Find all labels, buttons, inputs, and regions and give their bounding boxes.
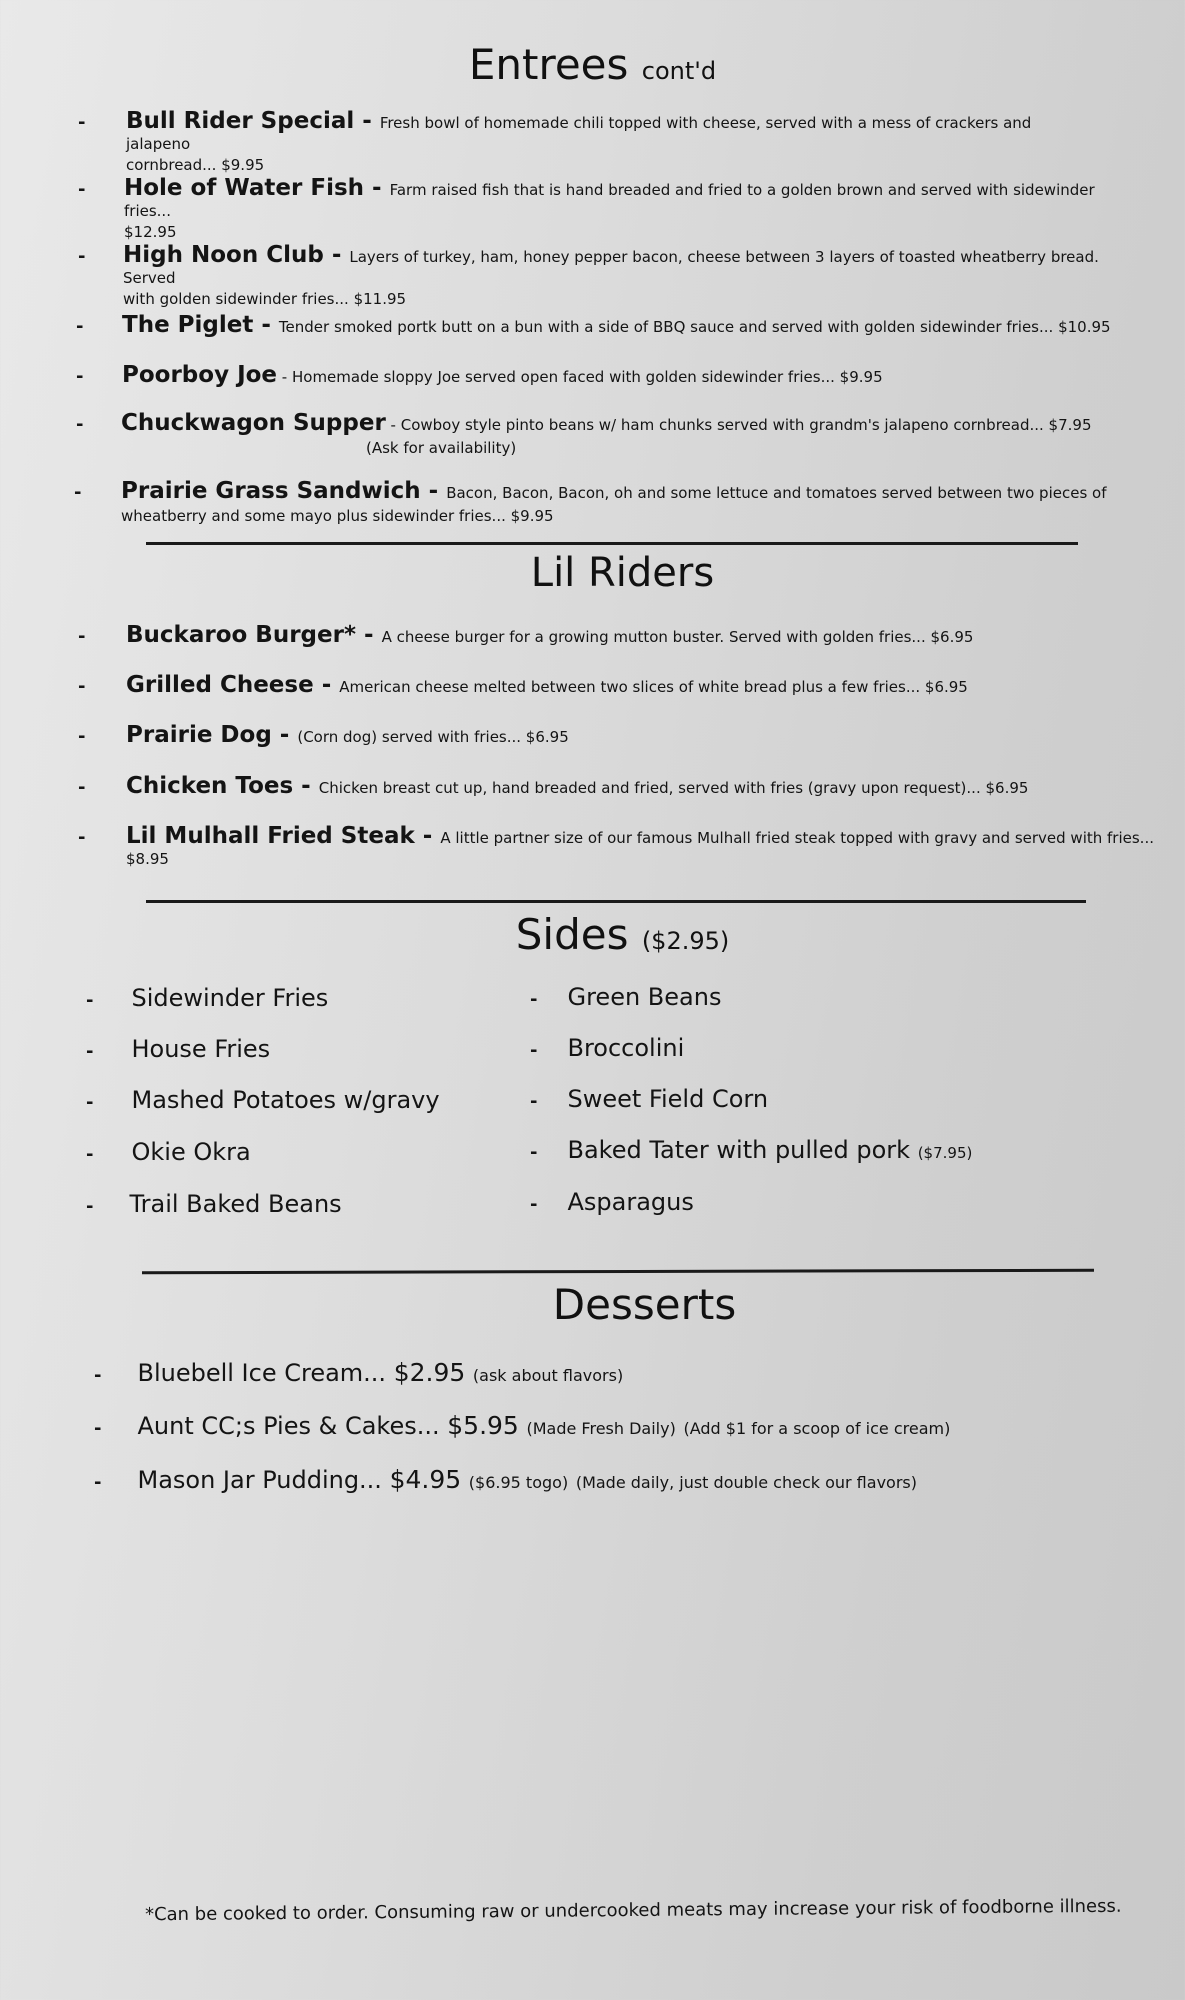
side-item — [86, 1138, 251, 1166]
side-item — [530, 1034, 684, 1062]
lil-riders-item — [78, 823, 1178, 868]
sides-title: Sides — [515, 910, 629, 959]
lil-riders-description: A little partner size of our famous Mulhall fried steak topped with gravy and served with fries... $8.95 — [126, 829, 1154, 868]
dessert-price: $5.95 — [447, 1411, 519, 1440]
list-dash: - — [78, 676, 86, 697]
list-dash: - — [78, 112, 86, 133]
side-name: Sweet Field Corn — [567, 1085, 769, 1113]
lil-riders-name: Lil Mulhall Fried Steak — [126, 823, 415, 849]
dessert-name: Aunt CC;s Pies & Cakes... — [137, 1412, 440, 1440]
lil-riders-name: Grilled Cheese — [126, 672, 314, 698]
lil-riders-item — [78, 672, 1168, 698]
lil-riders-separator: - — [414, 823, 441, 849]
entree-description: Cowboy style pinto beans w/ ham chunks served with grandm's jalapeno cornbread... $7.95 — [400, 416, 1092, 434]
lil-riders-name: Prairie Dog — [126, 722, 272, 748]
side-price-note: ($7.95) — [917, 1144, 973, 1162]
entree-description: Bacon, Bacon, Bacon, oh and some lettuce and tomatoes served between two pieces of — [446, 484, 1107, 502]
desserts-title: Desserts — [552, 1280, 737, 1329]
lil-riders-name: Chicken Toes — [126, 773, 294, 799]
entree-separator: - — [277, 368, 292, 386]
side-item — [86, 1190, 342, 1218]
list-dash: - — [530, 989, 538, 1010]
dessert-note: ($6.95 togo) — [468, 1473, 569, 1492]
side-item — [530, 1136, 972, 1164]
entree-item — [78, 242, 1108, 308]
list-dash: - — [530, 1194, 538, 1215]
allergy-footnote: *Can be cooked to order. Consuming raw or undercooked meats may increase your risk of foodborne illness. — [144, 1895, 1122, 1926]
list-dash: - — [78, 179, 86, 200]
side-name: Green Beans — [567, 983, 722, 1011]
list-dash: - — [94, 1418, 102, 1439]
entrees-heading — [0, 40, 1185, 89]
side-name: Mashed Potatoes w/gravy — [131, 1086, 440, 1114]
section-divider — [146, 900, 1086, 903]
list-dash: - — [76, 414, 84, 435]
list-dash: - — [78, 246, 86, 267]
lil-riders-description: A cheese burger for a growing mutton buster. Served with golden fries... $6.95 — [381, 628, 974, 646]
entree-description: Fresh bowl of homemade chili topped with cheese, served with a mess of crackers and jalapeno — [126, 114, 1032, 153]
list-dash: - — [86, 1041, 94, 1062]
list-dash: - — [76, 366, 84, 387]
entree-description-cont: cornbread... $9.95 — [126, 156, 265, 174]
entree-item — [78, 108, 1098, 174]
dessert-item — [94, 1411, 950, 1440]
side-name: Baked Tater with pulled pork — [567, 1136, 911, 1164]
lil-riders-description: American cheese melted between two slices of white bread plus a few fries... $6.95 — [339, 678, 968, 696]
dessert-price: $2.95 — [393, 1358, 466, 1387]
entree-separator: - — [323, 242, 350, 268]
lil-riders-title: Lil Riders — [530, 550, 715, 596]
entree-description-cont: $12.95 — [124, 223, 177, 241]
list-dash: - — [530, 1091, 538, 1112]
entree-availability-note: (Ask for availability) — [366, 439, 517, 457]
entree-item — [76, 312, 1116, 338]
section-divider — [146, 542, 1078, 545]
entree-separator: - — [364, 175, 390, 201]
list-dash: - — [86, 1144, 94, 1165]
entree-name: Chuckwagon Supper — [121, 410, 386, 436]
list-dash: - — [78, 827, 86, 848]
entree-item — [74, 478, 1114, 525]
lil-riders-separator: - — [313, 672, 340, 698]
entree-name: High Noon Club — [123, 242, 324, 268]
dessert-note: (Made Fresh Daily) — [526, 1419, 676, 1438]
lil-riders-name: Buckaroo Burger* — [126, 622, 356, 648]
side-item — [530, 1085, 768, 1113]
entree-name: Prairie Grass Sandwich — [121, 478, 421, 504]
entree-separator: - — [253, 312, 279, 338]
entree-item — [76, 410, 1116, 457]
dessert-note-extra: (Made daily, just double check our flavors) — [575, 1473, 917, 1492]
lil-riders-item — [78, 773, 1168, 799]
lil-riders-separator: - — [293, 773, 319, 799]
entree-description: Layers of turkey, ham, honey pepper bacon, cheese between 3 layers of toasted wheatberry bread. Served — [123, 248, 1099, 287]
side-name: Broccolini — [567, 1034, 685, 1062]
lil-riders-description: (Corn dog) served with fries... $6.95 — [297, 728, 569, 746]
side-name: Okie Okra — [131, 1138, 251, 1166]
list-dash: - — [86, 1092, 94, 1113]
lil-riders-separator: - — [356, 622, 382, 648]
list-dash: - — [86, 1196, 94, 1217]
list-dash: - — [86, 990, 94, 1011]
entree-description-cont: with golden sidewinder fries... $11.95 — [123, 290, 407, 308]
entrees-title: Entrees — [468, 40, 629, 89]
dessert-note-extra: (Add $1 for a scoop of ice cream) — [683, 1419, 951, 1438]
side-item — [86, 1086, 440, 1114]
lil-riders-item — [78, 622, 1168, 648]
dessert-price: $4.95 — [389, 1465, 462, 1494]
side-name: House Fries — [131, 1035, 271, 1063]
entrees-subtitle: cont'd — [641, 57, 717, 85]
list-dash: - — [94, 1365, 102, 1386]
entree-separator: - — [385, 416, 401, 434]
entree-item — [78, 175, 1098, 241]
list-dash: - — [78, 777, 86, 798]
side-name: Trail Baked Beans — [129, 1190, 342, 1218]
list-dash: - — [530, 1142, 538, 1163]
side-item — [86, 984, 328, 1012]
dessert-item — [94, 1465, 917, 1494]
dessert-name: Bluebell Ice Cream... — [137, 1359, 387, 1387]
lil-riders-description: Chicken breast cut up, hand breaded and fried, served with fries (gravy upon request)... $6.95 — [318, 779, 1029, 797]
dessert-item — [94, 1358, 623, 1387]
side-name: Asparagus — [567, 1188, 694, 1216]
list-dash: - — [530, 1040, 538, 1061]
list-dash: - — [74, 482, 82, 503]
entree-name: Poorboy Joe — [122, 362, 278, 388]
entree-description: Homemade sloppy Joe served open faced with golden sidewinder fries... $9.95 — [291, 368, 883, 386]
entree-description-cont: wheatberry and some mayo plus sidewinder fries... $9.95 — [121, 507, 554, 525]
list-dash: - — [78, 726, 86, 747]
entree-name: Hole of Water Fish — [124, 175, 365, 201]
entree-separator: - — [420, 478, 447, 504]
entree-separator: - — [354, 108, 380, 134]
sides-price: ($2.95) — [641, 927, 730, 955]
section-divider — [142, 1269, 1094, 1274]
sides-heading — [30, 910, 1185, 959]
list-dash: - — [94, 1472, 102, 1493]
entree-item — [76, 362, 1116, 388]
entree-description: Farm raised fish that is hand breaded and fried to a golden brown and served with sidewinder fries... — [124, 181, 1095, 220]
list-dash: - — [76, 316, 84, 337]
dessert-name: Mason Jar Pudding... — [137, 1466, 382, 1494]
list-dash: - — [78, 626, 86, 647]
dessert-note: (ask about flavors) — [472, 1366, 624, 1385]
side-name: Sidewinder Fries — [131, 984, 329, 1012]
lil-riders-item — [78, 722, 1168, 748]
side-item — [530, 1188, 694, 1216]
entree-name: The Piglet — [122, 312, 254, 338]
side-item — [86, 1035, 270, 1063]
side-item — [530, 983, 721, 1011]
entree-description: Tender smoked portk butt on a bun with a side of BBQ sauce and served with golden sidewinder fries... $10.95 — [278, 318, 1111, 336]
lil-riders-separator: - — [271, 722, 298, 748]
entree-name: Bull Rider Special — [126, 108, 355, 134]
